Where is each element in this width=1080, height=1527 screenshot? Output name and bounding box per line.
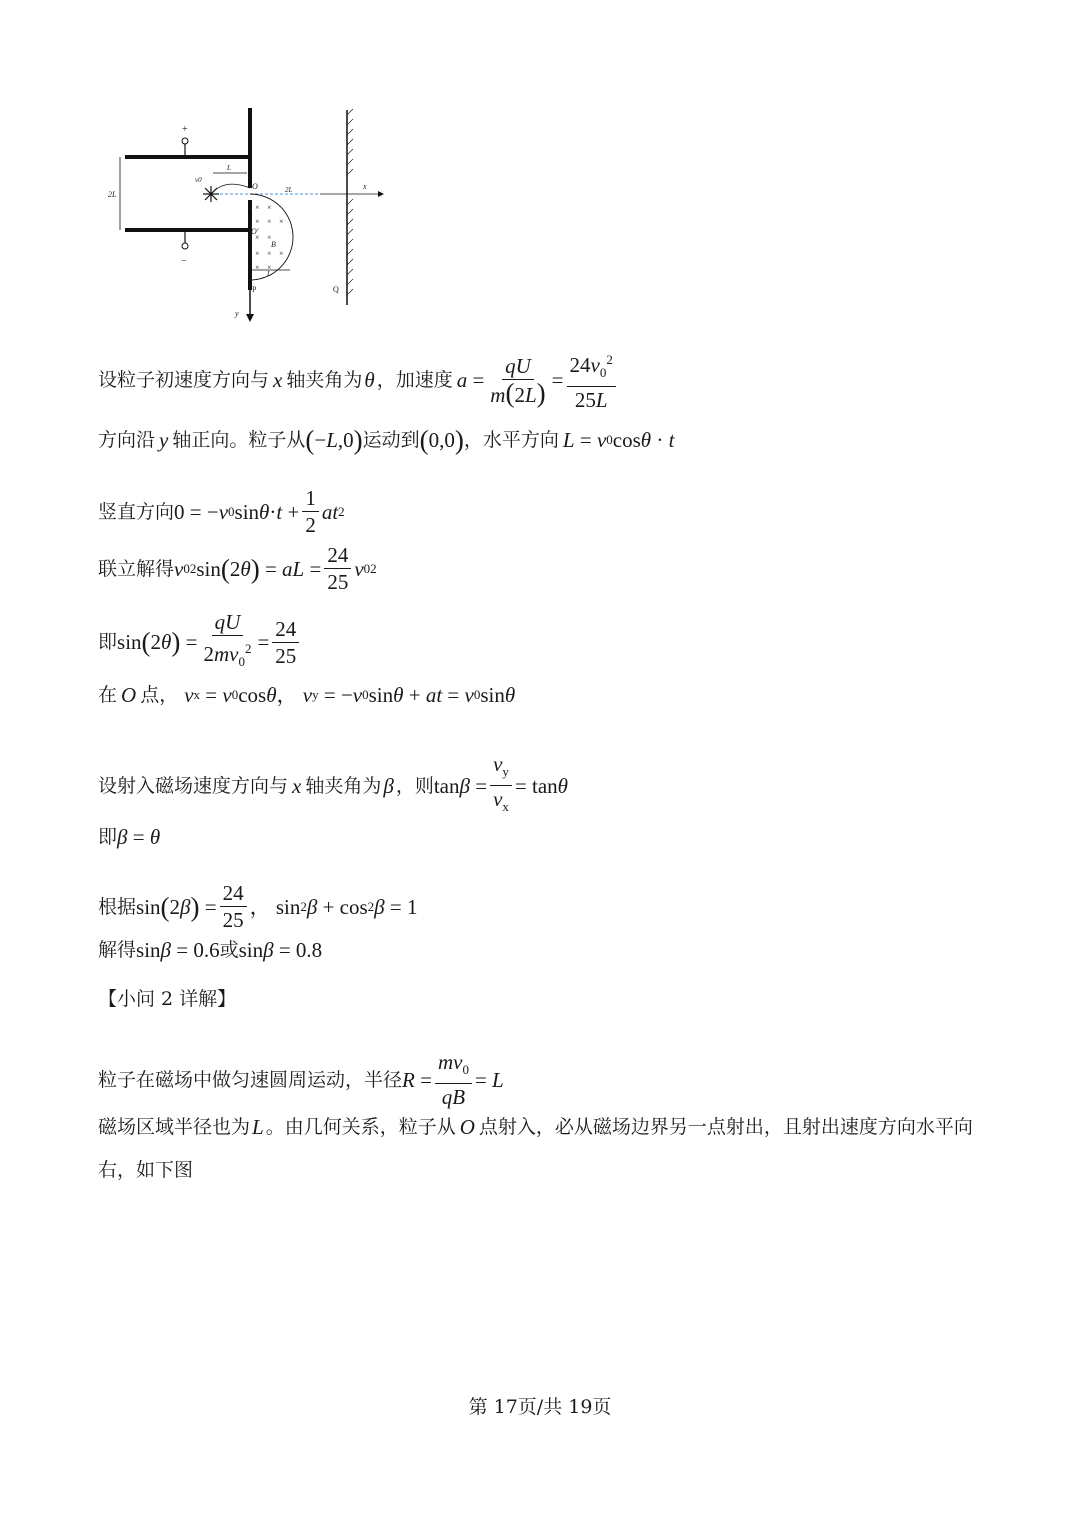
2L-axis-label: 2L xyxy=(285,186,293,194)
plus-label: + xyxy=(182,124,188,135)
line-1: 设粒子初速度方向与 x 轴夹角为 θ ，加速度 a = $\frac{qU}{m(2L)}$ = $\frac{24v_0^2}{25L}$ xyxy=(98,348,990,412)
gap-label: 2L xyxy=(108,190,117,199)
svg-text:×: × xyxy=(267,249,272,258)
v0-label: v0 xyxy=(195,176,202,184)
section-heading: 【小问 2 详解】 xyxy=(98,988,237,1010)
page-footer: 第 17页/共 19页 xyxy=(468,1396,612,1418)
svg-text:×: × xyxy=(267,217,272,226)
line-8: 即 β = θ xyxy=(98,825,161,849)
minus-label: − xyxy=(181,256,187,267)
field-crosses xyxy=(255,203,284,272)
P-label: P xyxy=(252,285,257,294)
line-6: 在 O 点， v x = v 0 cos θ ， v y = − v 0 sin θ + at = v 0 sin θ xyxy=(98,683,516,707)
physics-diagram xyxy=(95,100,395,325)
line-7: 设射入磁场速度方向与 x 轴夹角为 β ，则 tan β = $\frac{v_y}{v_x}$ = tan θ xyxy=(98,752,568,815)
line-4: 联立解得 v 0 2 sin ( 2 θ ) = aL = $\frac{24}{25}$ v 0 2 xyxy=(98,543,377,594)
line-13: 磁场区域半径也为 L 。由几何关系，粒子从 O 点射入，必从磁场边界另一点射出，且射出速度方向水平向 xyxy=(98,1115,973,1139)
svg-text:×: × xyxy=(267,263,272,272)
O-label: O xyxy=(252,182,258,191)
svg-text:×: × xyxy=(279,249,284,258)
line-12: 粒子在磁场中做匀速圆周运动，半径 R = $\frac{mv_0}{qB}$ = L xyxy=(98,1050,504,1110)
L-top-label: L xyxy=(227,164,231,172)
line-14: 右，如下图 xyxy=(98,1159,194,1181)
O-prime-label: O′ xyxy=(251,227,259,236)
L-bottom-label: L xyxy=(267,270,271,278)
B-label: B xyxy=(271,240,276,249)
line-5: 即 sin ( 2 θ ) = $\frac{qU}{2mv_0^2}$ = $\frac{24}{25}$ xyxy=(98,610,990,674)
formula-acceleration: a = $\frac{qU}{m(2L)}$ = $\frac{24v_0^2}{25L}$ xyxy=(457,348,619,412)
svg-text:×: × xyxy=(267,233,272,242)
y-axis-label: y xyxy=(235,309,239,318)
line-10: 解得 sin β = 0.6 或 sin β = 0.8 xyxy=(98,938,323,962)
x-axis-label: x xyxy=(363,182,367,191)
line-2: 方向沿 y 轴正向。粒子从 ( − L ,0 ) 运动到 ( 0,0 ) ，水平方向 L = v 0 cos θ · t xyxy=(98,425,675,455)
line-9: 根据 sin ( 2 β ) = $\frac{24}{25}$ ， sin 2 β + cos 2 β = 1 xyxy=(98,881,418,932)
Q-label: Q xyxy=(333,285,339,294)
svg-text:×: × xyxy=(255,249,260,258)
svg-text:×: × xyxy=(279,217,284,226)
svg-text:×: × xyxy=(255,263,260,272)
svg-text:×: × xyxy=(255,203,260,212)
svg-text:×: × xyxy=(255,233,260,242)
svg-text:×: × xyxy=(267,203,272,212)
line-3: 竖直方向 0 = − v 0 sin θ · t + $\frac{1}{2}$ at 2 xyxy=(98,486,345,537)
svg-text:×: × xyxy=(255,217,260,226)
